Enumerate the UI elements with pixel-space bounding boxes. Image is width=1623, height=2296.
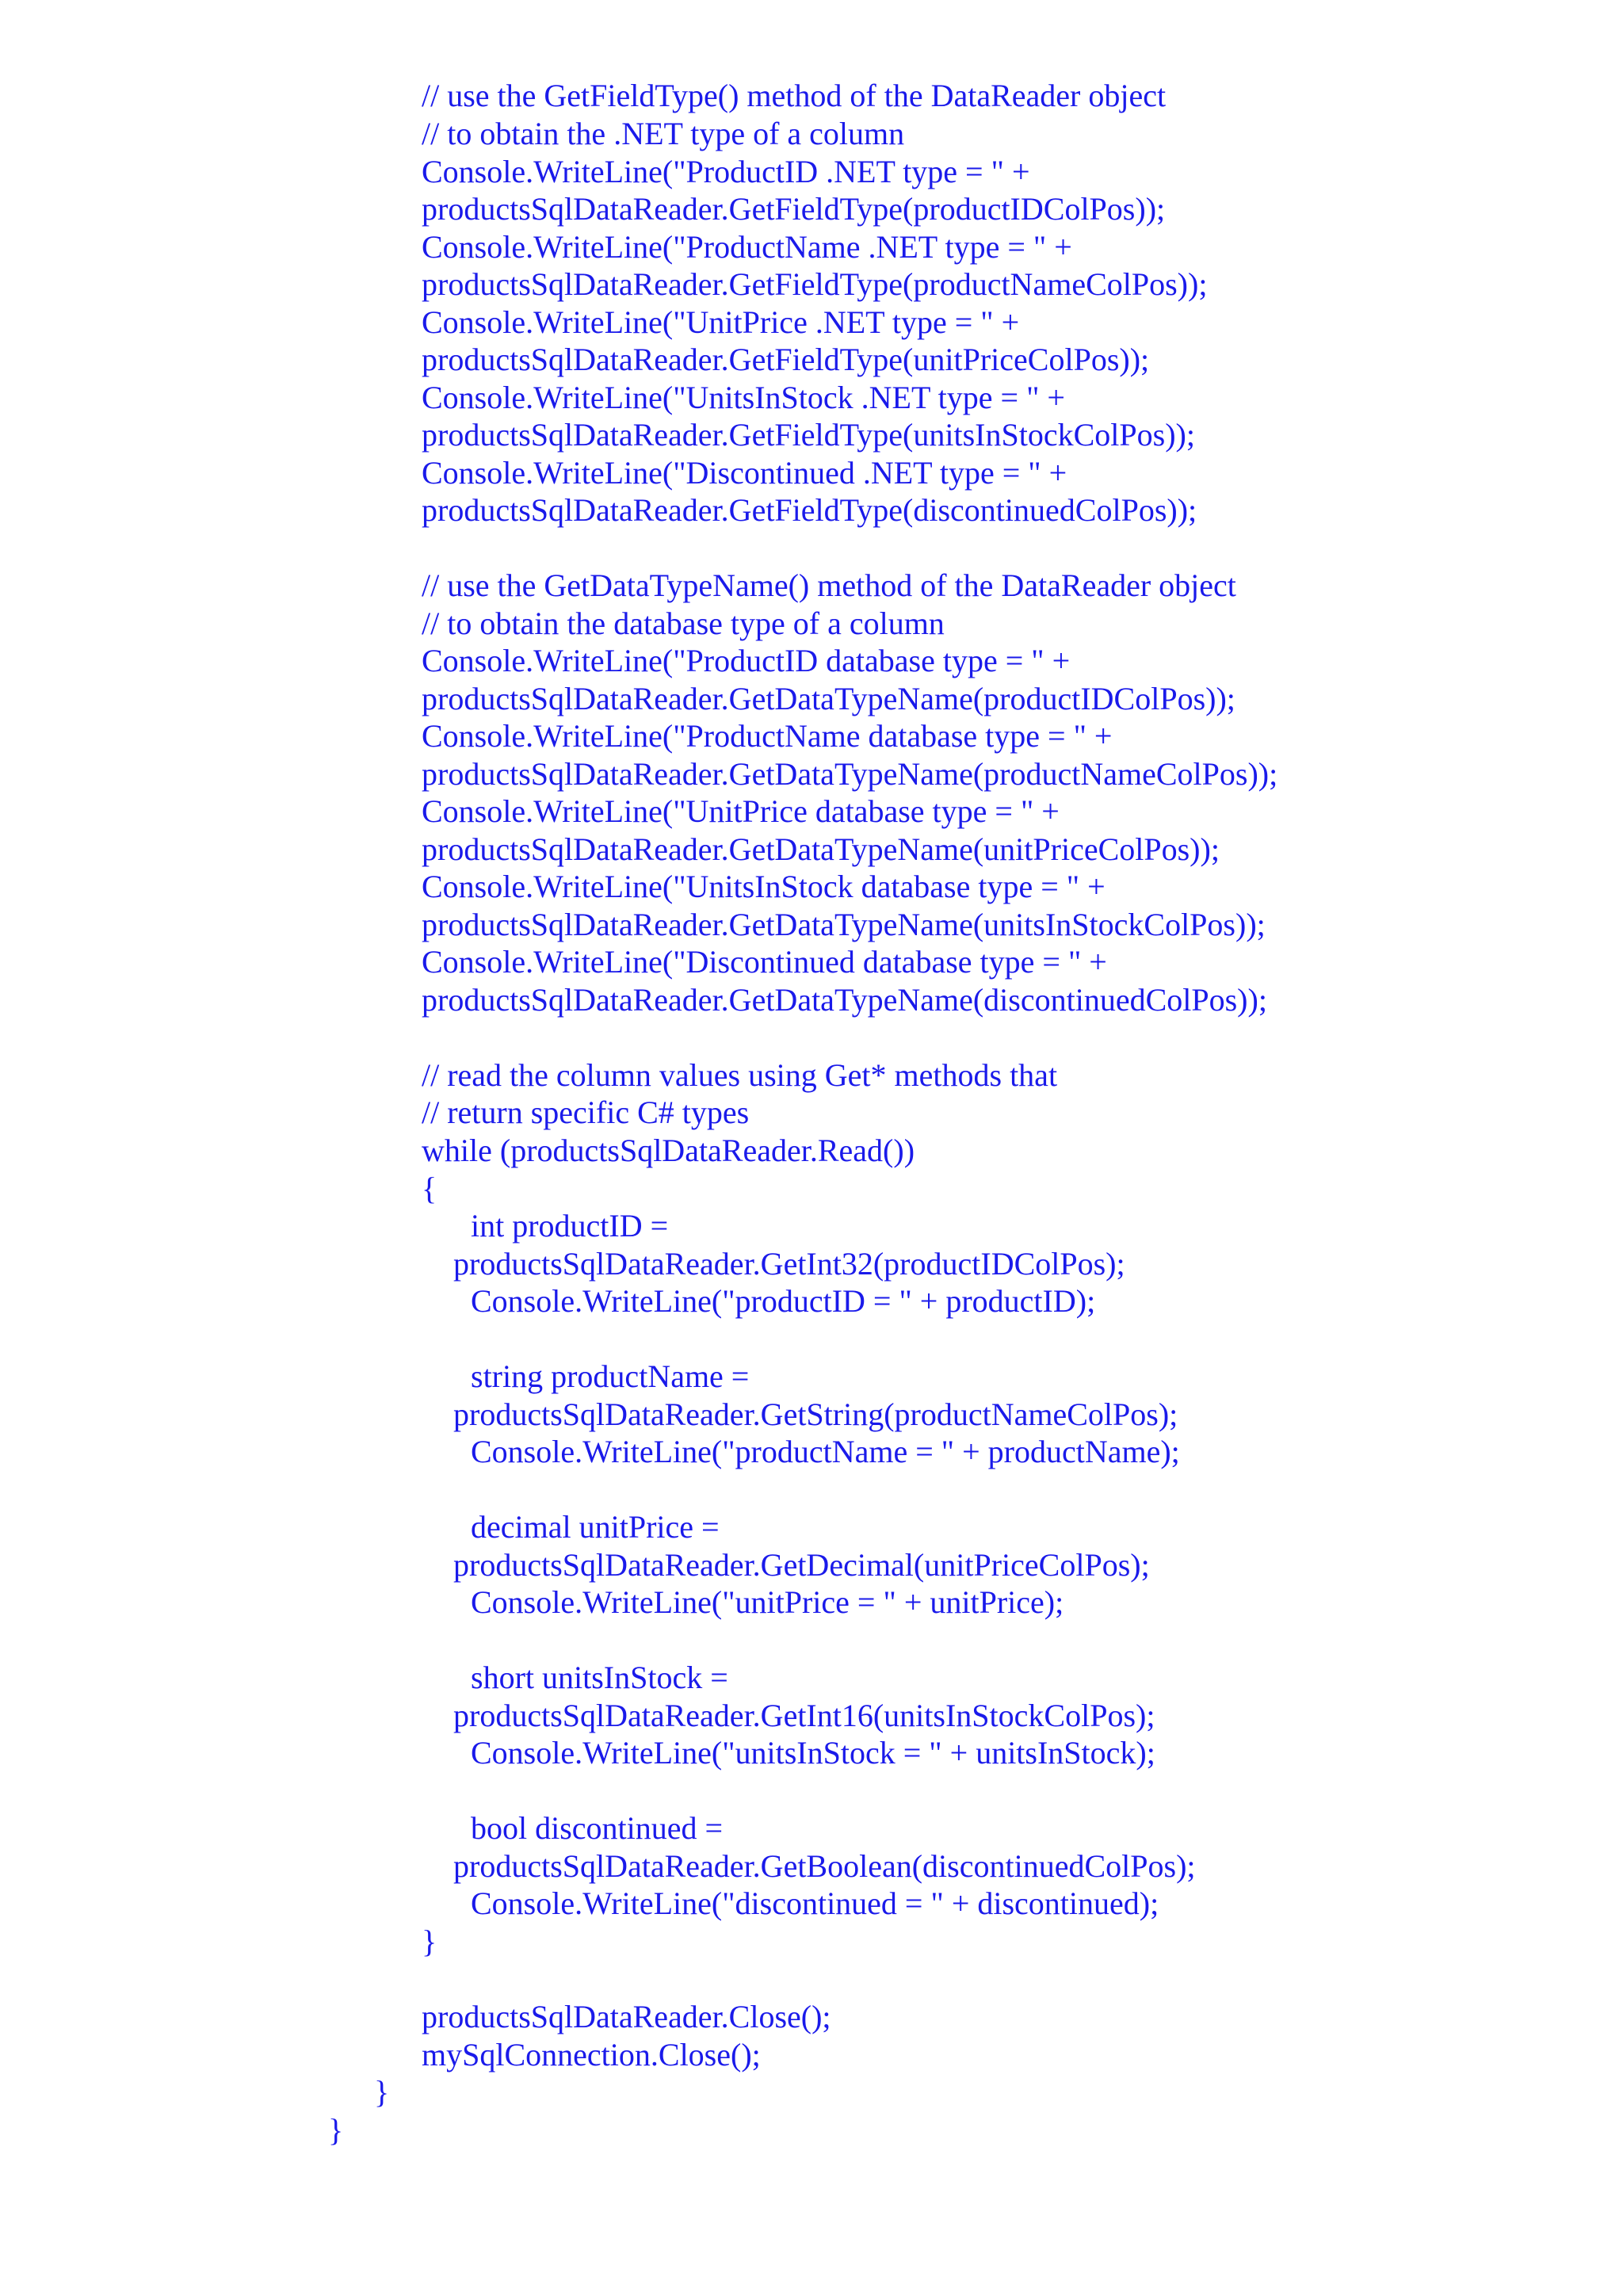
code-line: Console.WriteLine("ProductName database type = " + [422, 718, 1113, 754]
code-line: while (productsSqlDataReader.Read()) [422, 1133, 915, 1168]
code-line: short unitsInStock = [471, 1660, 728, 1695]
code-comment: // to obtain the .NET type of a column [422, 116, 905, 151]
code-line: productsSqlDataReader.GetFieldType(productIDColPos)); [422, 191, 1166, 227]
code-line: Console.WriteLine("productName = " + productName); [471, 1434, 1180, 1469]
code-comment: // to obtain the database type of a column [422, 606, 945, 641]
code-line: Console.WriteLine("UnitPrice database type = " + [422, 793, 1060, 829]
code-line: productsSqlDataReader.GetInt32(productIDColPos); [453, 1246, 1125, 1282]
code-line: productsSqlDataReader.GetDataTypeName(discontinuedColPos)); [422, 982, 1267, 1018]
code-line: Console.WriteLine("ProductID database type = " + [422, 643, 1071, 678]
code-line: productsSqlDataReader.GetBoolean(discontinuedColPos); [453, 1848, 1196, 1884]
code-line: productsSqlDataReader.GetDataTypeName(productNameColPos)); [422, 756, 1278, 792]
code-line: Console.WriteLine("productID = " + productID); [471, 1283, 1096, 1319]
code-line: Console.WriteLine("UnitsInStock .NET type = " + [422, 380, 1065, 415]
code-line: productsSqlDataReader.GetDataTypeName(unitsInStockColPos)); [422, 907, 1266, 942]
code-line: productsSqlDataReader.GetInt16(unitsInStockColPos); [453, 1698, 1155, 1733]
code-line: string productName = [471, 1358, 750, 1394]
code-line: productsSqlDataReader.GetDataTypeName(productIDColPos)); [422, 681, 1235, 716]
code-line: productsSqlDataReader.Close(); [422, 1999, 831, 2034]
code-comment: // return specific C# types [422, 1095, 750, 1130]
code-line: Console.WriteLine("ProductID .NET type = " + [422, 154, 1030, 189]
code-line: decimal unitPrice = [471, 1509, 720, 1545]
code-line: Console.WriteLine("discontinued = " + discontinued); [471, 1885, 1159, 1921]
code-line: Console.WriteLine("Discontinued database type = " + [422, 944, 1107, 980]
code-line: bool discontinued = [471, 1810, 724, 1846]
code-line: Console.WriteLine("ProductName .NET type = " + [422, 229, 1072, 265]
code-line: productsSqlDataReader.GetDecimal(unitPriceColPos); [453, 1547, 1150, 1583]
code-line: Console.WriteLine("unitsInStock = " + unitsInStock); [471, 1735, 1155, 1771]
close-brace: } [374, 2074, 390, 2110]
code-comment: // read the column values using Get* methods that [422, 1057, 1058, 1093]
close-brace: } [328, 2112, 344, 2148]
code-line: productsSqlDataReader.GetString(productNameColPos); [453, 1396, 1178, 1432]
code-comment: // use the GetDataTypeName() method of the DataReader object [422, 567, 1236, 603]
code-line: int productID = [471, 1208, 669, 1244]
code-line: productsSqlDataReader.GetFieldType(discontinuedColPos)); [422, 492, 1197, 528]
code-line: productsSqlDataReader.GetDataTypeName(unitPriceColPos)); [422, 831, 1220, 867]
code-line: productsSqlDataReader.GetFieldType(productNameColPos)); [422, 266, 1208, 302]
code-line: Console.WriteLine("unitPrice = " + unitPrice); [471, 1584, 1064, 1620]
code-line: Console.WriteLine("UnitPrice .NET type = " + [422, 304, 1020, 340]
code-comment: // use the GetFieldType() method of the DataReader object [422, 78, 1167, 113]
close-brace: } [422, 1924, 437, 1959]
code-line: mySqlConnection.Close(); [422, 2037, 761, 2073]
code-line: Console.WriteLine("UnitsInStock database type = " + [422, 869, 1106, 904]
code-line: productsSqlDataReader.GetFieldType(unitPriceColPos)); [422, 342, 1150, 377]
code-line: productsSqlDataReader.GetFieldType(unitsInStockColPos)); [422, 417, 1195, 453]
open-brace: { [422, 1171, 437, 1206]
code-line: Console.WriteLine("Discontinued .NET type = " + [422, 455, 1067, 491]
